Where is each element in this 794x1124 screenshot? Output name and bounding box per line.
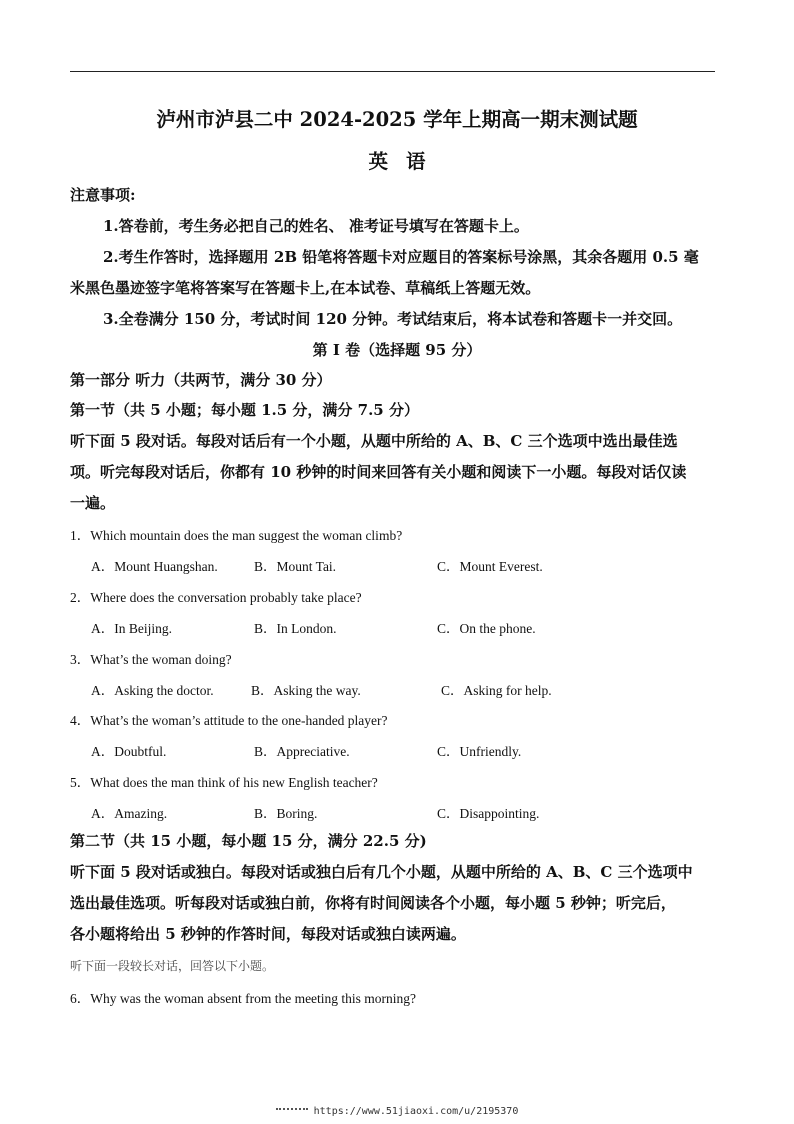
question-stem: 1．Which mountain does the man suggest the woman climb? [70,528,403,543]
section1-instruction-line1: 听下面 5 段对话。每段对话后有一个小题，从题中所给的 A、B、C 三个选项中选出最佳选 [70,432,678,450]
top-rule [70,71,715,72]
option-c: C．On the phone. [437,621,536,636]
option-b: B．Appreciative. [254,744,350,759]
footer-url[interactable]: https://www.51jiaoxi.com/u/2195370 [313,1106,519,1117]
option-a: A．Amazing. [91,806,168,821]
notes-heading: 注意事项: [70,186,136,204]
watermark-dots-icon [276,1108,308,1114]
sub-instruction: 听下面一段较长对话，回答以下小题。 [70,959,275,973]
section2-instruction-line1: 听下面 5 段对话或独白。每段对话或独白后有几个小题，从题中所给的 A、B、C 三个选项中 [70,863,693,881]
option-a: A．Mount Huangshan. [91,559,218,574]
option-c: C．Unfriendly. [437,744,522,759]
page-footer [0,1106,794,1117]
option-a: A．Asking the doctor. [91,683,214,698]
note-item-2-line2: 米黑色墨迹签字笔将答案写在答题卡上,在本试卷、草稿纸上答题无效。 [70,279,541,297]
question-stem: 2．Where does the conversation probably take place? [70,590,362,605]
section1-instruction-line2: 项。听完每段对话后，你都有 10 秒钟的时间来回答有关小题和阅读下一小题。每段对话仅读 [70,463,687,481]
section2-instruction-line2: 选出最佳选项。听每段对话或独白前，你将有时间阅读各个小题，每小题 5 秒钟；听完后， [70,894,676,912]
option-b: B．Mount Tai. [254,559,337,574]
note-item-3: 3.全卷满分 150 分，考试时间 120 分钟。考试结束后，将本试卷和答题卡一并交回。 [103,310,683,328]
option-b: B．Boring. [254,806,318,821]
option-b: B．Asking the way. [251,683,361,698]
question-stem: 6．Why was the woman absent from the meeting this morning? [70,991,417,1006]
question-stem: 5．What does the man think of his new English teacher? [70,775,378,790]
volume-heading: 第 I 卷（选择题 95 分） [312,341,482,359]
subject-title: 英语 [368,150,444,173]
option-a: A．Doubtful. [91,744,167,759]
note-item-1: 1.答卷前，考生务必把自己的姓名、 准考证号填写在答题卡上。 [103,217,529,235]
section2-heading: 第二节（共 15 小题，每小题 15 分，满分 22.5 分) [70,832,427,850]
section1-heading: 第一节（共 5 小题；每小题 1.5 分，满分 7.5 分） [70,401,419,419]
option-a: A．In Beijing. [91,621,172,636]
note-item-2-line1: 2.考生作答时，选择题用 2B 铅笔将答题卡对应题目的答案标号涂黑，其余各题用 0.5 毫 [103,248,699,266]
section2-instruction-line3: 各小题将给出 5 秒钟的作答时间，每段对话或独白读两遍。 [70,925,466,943]
question-stem: 4．What’s the woman’s attitude to the one-handed player? [70,713,388,728]
part1-heading: 第一部分 听力（共两节，满分 30 分） [70,371,332,389]
exam-title: 泸州市泸县二中 2024-2025 学年上期高一期末测试题 [156,108,638,131]
option-c: C．Disappointing. [437,806,540,821]
option-c: C．Mount Everest. [437,559,543,574]
section1-instruction-line3: 一遍。 [70,494,116,512]
question-stem: 3．What’s the woman doing? [70,652,232,667]
option-b: B．In London. [254,621,337,636]
option-c: C．Asking for help. [441,683,552,698]
